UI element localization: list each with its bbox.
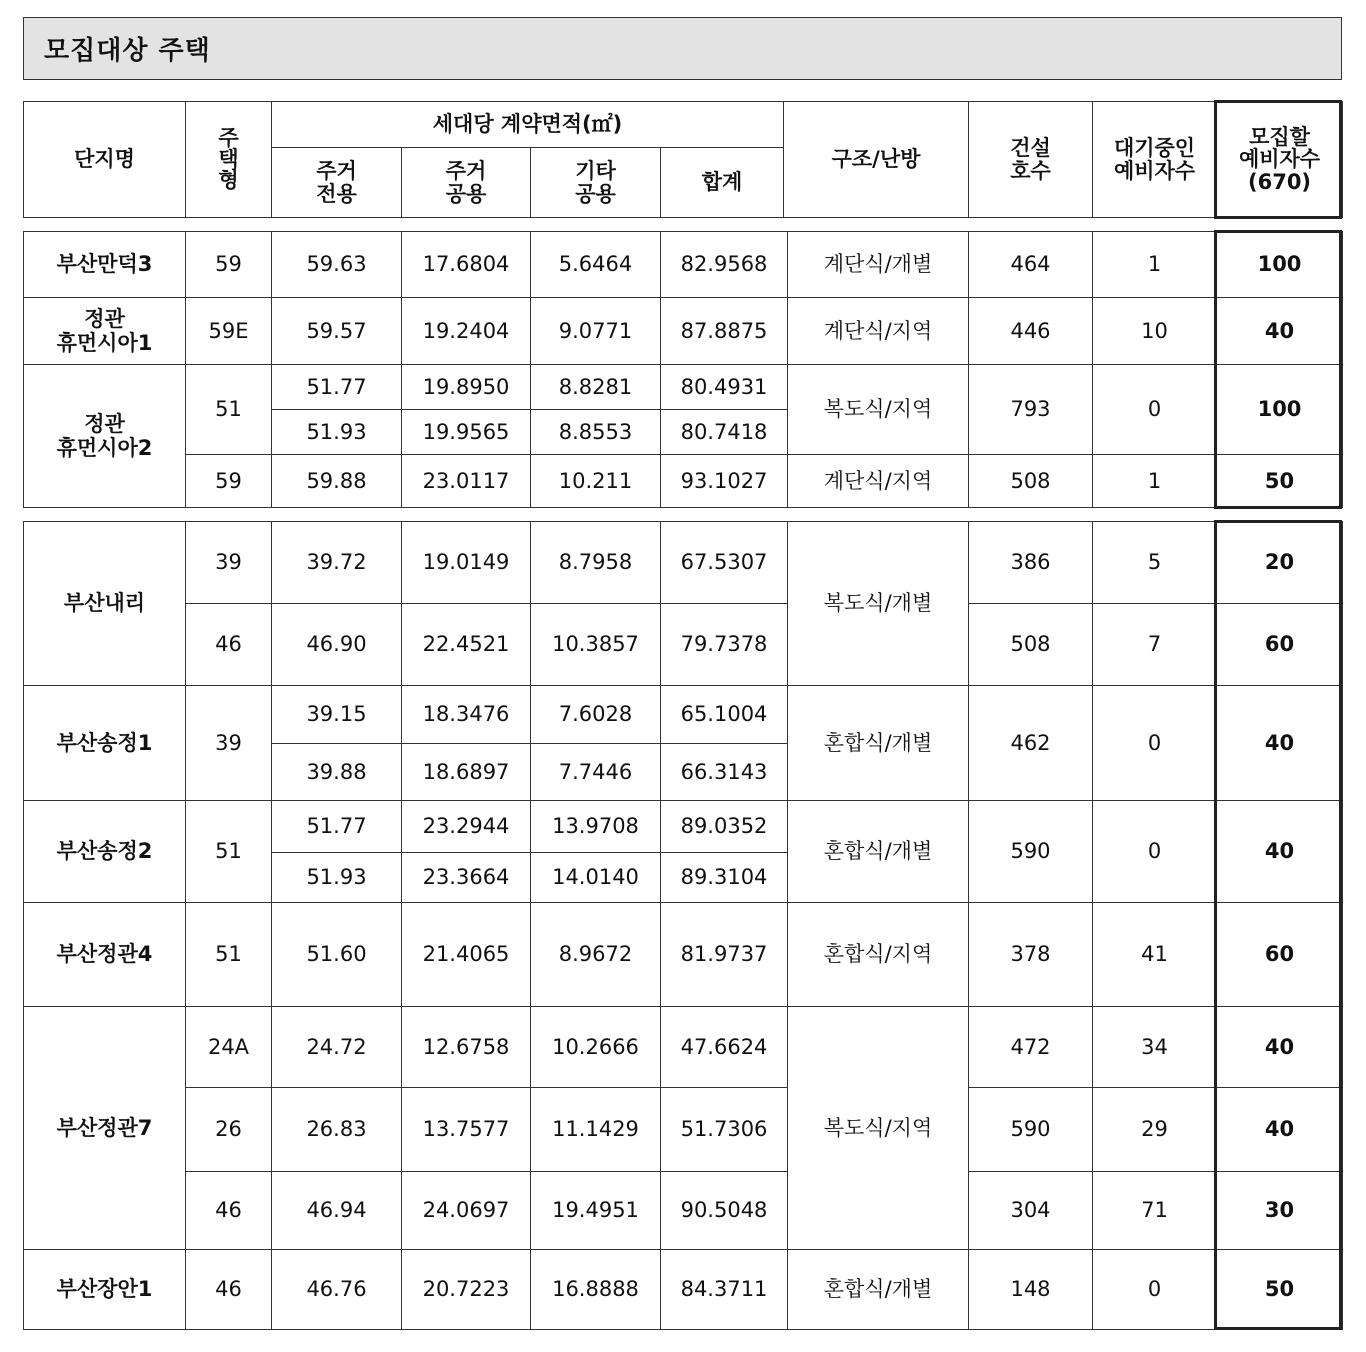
structure-cell: 복도식/개별 — [788, 522, 969, 686]
type-cell: 59 — [186, 232, 272, 298]
complex-name: 부산송정1 — [24, 686, 186, 801]
header-recruit: 모집할 예비자수 (670) — [1217, 102, 1343, 218]
area-cell: 51.77 — [272, 801, 402, 853]
area-cell: 7.6028 — [531, 686, 661, 744]
recruit-cell: 60 — [1217, 604, 1343, 686]
waiting-cell: 10 — [1093, 298, 1217, 365]
structure-cell: 계단식/지역 — [788, 455, 969, 508]
group1-table — [23, 231, 1343, 508]
area-cell: 47.6624 — [661, 1007, 788, 1088]
complex-name: 정관 휴먼시아1 — [24, 298, 186, 365]
complex-name: 부산정관7 — [24, 1007, 186, 1250]
area-cell: 90.5048 — [661, 1172, 788, 1250]
header-total: 합계 — [661, 148, 784, 218]
area-cell: 65.1004 — [661, 686, 788, 744]
type-cell: 46 — [186, 604, 272, 686]
area-cell: 19.2404 — [402, 298, 531, 365]
waiting-cell: 29 — [1093, 1088, 1217, 1172]
area-cell: 20.7223 — [402, 1250, 531, 1330]
waiting-cell: 71 — [1093, 1172, 1217, 1250]
area-cell: 19.9565 — [402, 410, 531, 455]
recruit-cell: 100 — [1217, 365, 1343, 455]
header-other-common: 기타 공용 — [531, 148, 661, 218]
area-cell: 80.4931 — [661, 365, 788, 410]
table-row — [24, 604, 1343, 686]
units-cell: 462 — [969, 686, 1093, 801]
area-cell: 79.7378 — [661, 604, 788, 686]
section-title: 모집대상 주택 — [23, 17, 1342, 80]
area-cell: 12.6758 — [402, 1007, 531, 1088]
area-cell: 5.6464 — [531, 232, 661, 298]
units-cell: 472 — [969, 1007, 1093, 1088]
units-cell: 590 — [969, 801, 1093, 903]
complex-name: 정관 휴먼시아2 — [24, 365, 186, 508]
area-cell: 16.8888 — [531, 1250, 661, 1330]
type-cell: 51 — [186, 903, 272, 1007]
area-cell: 14.0140 — [531, 853, 661, 903]
complex-name: 부산정관4 — [24, 903, 186, 1007]
units-cell: 793 — [969, 365, 1093, 455]
structure-cell: 복도식/지역 — [788, 1007, 969, 1250]
units-cell: 508 — [969, 604, 1093, 686]
waiting-cell: 0 — [1093, 365, 1217, 455]
units-cell: 378 — [969, 903, 1093, 1007]
table-row — [24, 232, 1343, 298]
area-cell: 10.211 — [531, 455, 661, 508]
type-cell: 46 — [186, 1250, 272, 1330]
table-row — [24, 1007, 1343, 1088]
area-cell: 82.9568 — [661, 232, 788, 298]
recruit-cell: 40 — [1217, 686, 1343, 801]
type-cell: 51 — [186, 365, 272, 455]
area-cell: 9.0771 — [531, 298, 661, 365]
structure-cell: 혼합식/지역 — [788, 903, 969, 1007]
waiting-cell: 34 — [1093, 1007, 1217, 1088]
table-row — [24, 298, 1343, 365]
waiting-cell: 0 — [1093, 1250, 1217, 1330]
type-cell: 39 — [186, 686, 272, 801]
area-cell: 7.7446 — [531, 744, 661, 801]
units-cell: 590 — [969, 1088, 1093, 1172]
units-cell: 304 — [969, 1172, 1093, 1250]
header-table — [23, 101, 1343, 218]
area-cell: 21.4065 — [402, 903, 531, 1007]
area-cell: 51.7306 — [661, 1088, 788, 1172]
area-cell: 39.15 — [272, 686, 402, 744]
table-row — [24, 686, 1343, 744]
recruit-cell: 60 — [1217, 903, 1343, 1007]
area-cell: 23.3664 — [402, 853, 531, 903]
waiting-cell: 0 — [1093, 686, 1217, 801]
area-cell: 89.3104 — [661, 853, 788, 903]
complex-name: 부산내리 — [24, 522, 186, 686]
units-cell: 148 — [969, 1250, 1093, 1330]
area-cell: 13.7577 — [402, 1088, 531, 1172]
waiting-cell: 1 — [1093, 232, 1217, 298]
area-cell: 87.8875 — [661, 298, 788, 365]
waiting-cell: 41 — [1093, 903, 1217, 1007]
units-cell: 464 — [969, 232, 1093, 298]
area-cell: 81.9737 — [661, 903, 788, 1007]
area-cell: 59.57 — [272, 298, 402, 365]
area-cell: 51.60 — [272, 903, 402, 1007]
area-cell: 8.8281 — [531, 365, 661, 410]
area-cell: 8.8553 — [531, 410, 661, 455]
recruit-cell: 50 — [1217, 1250, 1343, 1330]
waiting-cell: 0 — [1093, 801, 1217, 903]
area-cell: 13.9708 — [531, 801, 661, 853]
table-row — [24, 1088, 1343, 1172]
units-cell: 386 — [969, 522, 1093, 604]
area-cell: 8.9672 — [531, 903, 661, 1007]
area-cell: 80.7418 — [661, 410, 788, 455]
waiting-cell: 1 — [1093, 455, 1217, 508]
units-cell: 446 — [969, 298, 1093, 365]
complex-name: 부산송정2 — [24, 801, 186, 903]
area-cell: 11.1429 — [531, 1088, 661, 1172]
area-cell: 10.3857 — [531, 604, 661, 686]
area-cell: 51.77 — [272, 365, 402, 410]
table-row — [24, 801, 1343, 853]
area-cell: 59.88 — [272, 455, 402, 508]
area-cell: 24.72 — [272, 1007, 402, 1088]
recruit-cell: 40 — [1217, 298, 1343, 365]
area-cell: 89.0352 — [661, 801, 788, 853]
structure-cell: 계단식/지역 — [788, 298, 969, 365]
header-res-exclusive: 주거 전용 — [272, 148, 402, 218]
area-cell: 18.3476 — [402, 686, 531, 744]
area-cell: 67.5307 — [661, 522, 788, 604]
recruit-cell: 40 — [1217, 1007, 1343, 1088]
header-waiting: 대기중인 예비자수 — [1093, 102, 1217, 218]
area-cell: 46.76 — [272, 1250, 402, 1330]
area-cell: 26.83 — [272, 1088, 402, 1172]
area-cell: 19.0149 — [402, 522, 531, 604]
area-cell: 46.90 — [272, 604, 402, 686]
header-units: 건설 호수 — [969, 102, 1093, 218]
type-cell: 24A — [186, 1007, 272, 1088]
header-res-common: 주거 공용 — [402, 148, 531, 218]
header-structure: 구조/난방 — [784, 102, 969, 218]
area-cell: 39.88 — [272, 744, 402, 801]
area-cell: 39.72 — [272, 522, 402, 604]
recruit-cell: 50 — [1217, 455, 1343, 508]
area-cell: 24.0697 — [402, 1172, 531, 1250]
area-cell: 19.8950 — [402, 365, 531, 410]
complex-name: 부산장안1 — [24, 1250, 186, 1330]
area-cell: 51.93 — [272, 853, 402, 903]
waiting-cell: 5 — [1093, 522, 1217, 604]
type-cell: 51 — [186, 801, 272, 903]
recruit-cell: 100 — [1217, 232, 1343, 298]
area-cell: 23.0117 — [402, 455, 531, 508]
group2-table — [23, 521, 1343, 1330]
type-cell: 39 — [186, 522, 272, 604]
table-row — [24, 365, 1343, 410]
structure-cell: 혼합식/개별 — [788, 801, 969, 903]
recruit-cell: 40 — [1217, 1088, 1343, 1172]
table-row — [24, 522, 1343, 604]
structure-cell: 복도식/지역 — [788, 365, 969, 455]
table-row — [24, 1172, 1343, 1250]
table-row — [24, 903, 1343, 1007]
area-cell: 23.2944 — [402, 801, 531, 853]
complex-name: 부산만덕3 — [24, 232, 186, 298]
area-cell: 8.7958 — [531, 522, 661, 604]
table-row — [24, 1250, 1343, 1330]
area-cell: 46.94 — [272, 1172, 402, 1250]
area-cell: 93.1027 — [661, 455, 788, 508]
type-cell: 59E — [186, 298, 272, 365]
waiting-cell: 7 — [1093, 604, 1217, 686]
area-cell: 19.4951 — [531, 1172, 661, 1250]
structure-cell: 계단식/개별 — [788, 232, 969, 298]
area-cell: 51.93 — [272, 410, 402, 455]
area-cell: 10.2666 — [531, 1007, 661, 1088]
recruit-cell: 30 — [1217, 1172, 1343, 1250]
recruit-cell: 20 — [1217, 522, 1343, 604]
units-cell: 508 — [969, 455, 1093, 508]
header-complex: 단지명 — [24, 102, 186, 218]
recruit-cell: 40 — [1217, 801, 1343, 903]
header-type: 주 택 형 — [186, 102, 272, 218]
header-area-group: 세대당 계약면적(㎡) — [272, 102, 784, 148]
type-cell: 46 — [186, 1172, 272, 1250]
area-cell: 66.3143 — [661, 744, 788, 801]
area-cell: 18.6897 — [402, 744, 531, 801]
area-cell: 59.63 — [272, 232, 402, 298]
table-row — [24, 455, 1343, 508]
type-cell: 59 — [186, 455, 272, 508]
structure-cell: 혼합식/개별 — [788, 686, 969, 801]
area-cell: 84.3711 — [661, 1250, 788, 1330]
area-cell: 17.6804 — [402, 232, 531, 298]
area-cell: 22.4521 — [402, 604, 531, 686]
structure-cell: 혼합식/개별 — [788, 1250, 969, 1330]
type-cell: 26 — [186, 1088, 272, 1172]
